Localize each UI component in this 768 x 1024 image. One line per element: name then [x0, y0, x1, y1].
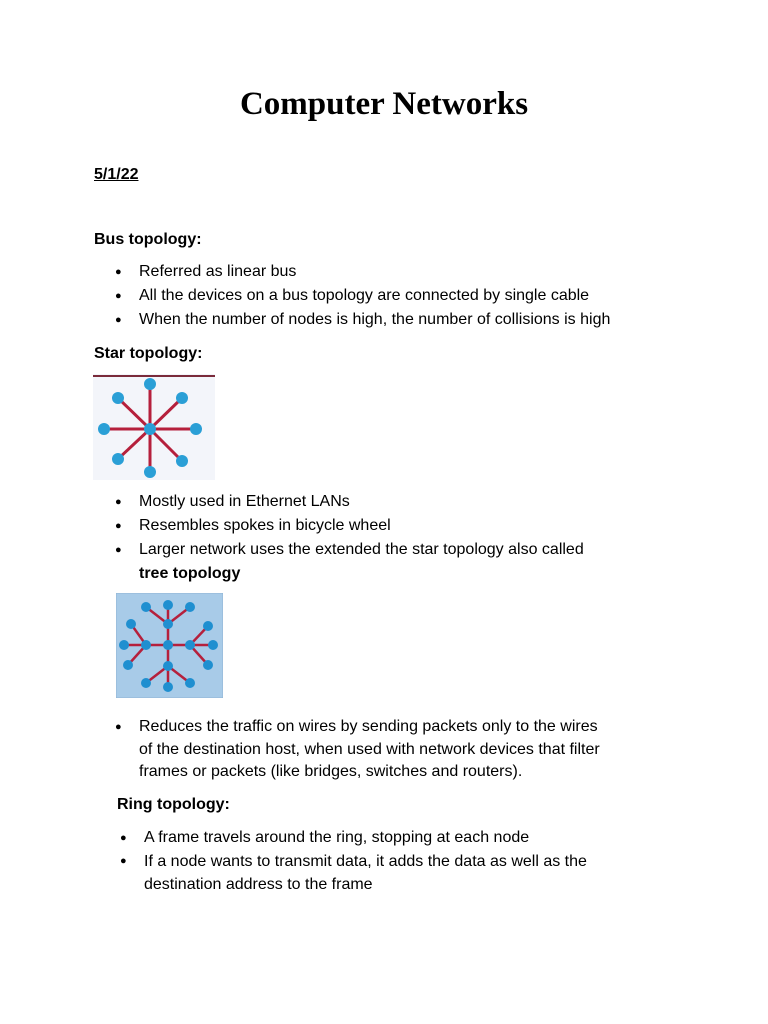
bullet-icon: ●: [120, 855, 127, 867]
ring-topology-heading: Ring topology:: [117, 796, 230, 813]
star-topology-diagram: [93, 374, 215, 480]
bullet-icon: ●: [115, 290, 122, 302]
tree-topology-diagram: [116, 593, 223, 698]
star-topology-list: [94, 490, 734, 586]
bus-topology-list: [94, 260, 734, 332]
list-item: ● All the devices on a bus topology are connected by single cable: [94, 284, 734, 308]
list-item: ● Referred as linear bus: [94, 260, 734, 284]
list-item: ● A frame travels around the ring, stopping at each node: [99, 826, 739, 850]
bullet-icon: ●: [115, 266, 122, 278]
list-item: ● Mostly used in Ethernet LANs: [94, 490, 734, 514]
traffic-list: [94, 716, 734, 784]
bullet-icon: ●: [115, 314, 122, 326]
bus-topology-heading: Bus topology:: [94, 231, 202, 248]
ring-topology-list: [99, 826, 739, 896]
bullet-icon: ●: [115, 496, 122, 508]
star-topology-heading: Star topology:: [94, 345, 203, 362]
document-date: 5/1/22: [94, 166, 139, 183]
bullet-icon: ●: [120, 832, 127, 844]
bullet-icon: ●: [115, 520, 122, 532]
bullet-icon: ●: [115, 544, 122, 556]
list-item: ● When the number of nodes is high, the number of collisions is high: [94, 308, 734, 332]
tree-topology-term: tree topology: [139, 565, 241, 582]
list-item: ● Larger network uses the extended the star topology also called tree topology: [94, 538, 734, 586]
list-item: ● If a node wants to transmit data, it adds the data as well as the destination address to the frame: [99, 850, 739, 896]
list-item: ● Reduces the traffic on wires by sending packets only to the wires of the destination host, when used with network devices that filter frames or packets (like bridges, switches and routers).: [115, 718, 600, 780]
bullet-icon: ●: [115, 721, 122, 733]
list-item: ● Resembles spokes in bicycle wheel: [94, 514, 734, 538]
document-title: Computer Networks: [239, 86, 529, 122]
